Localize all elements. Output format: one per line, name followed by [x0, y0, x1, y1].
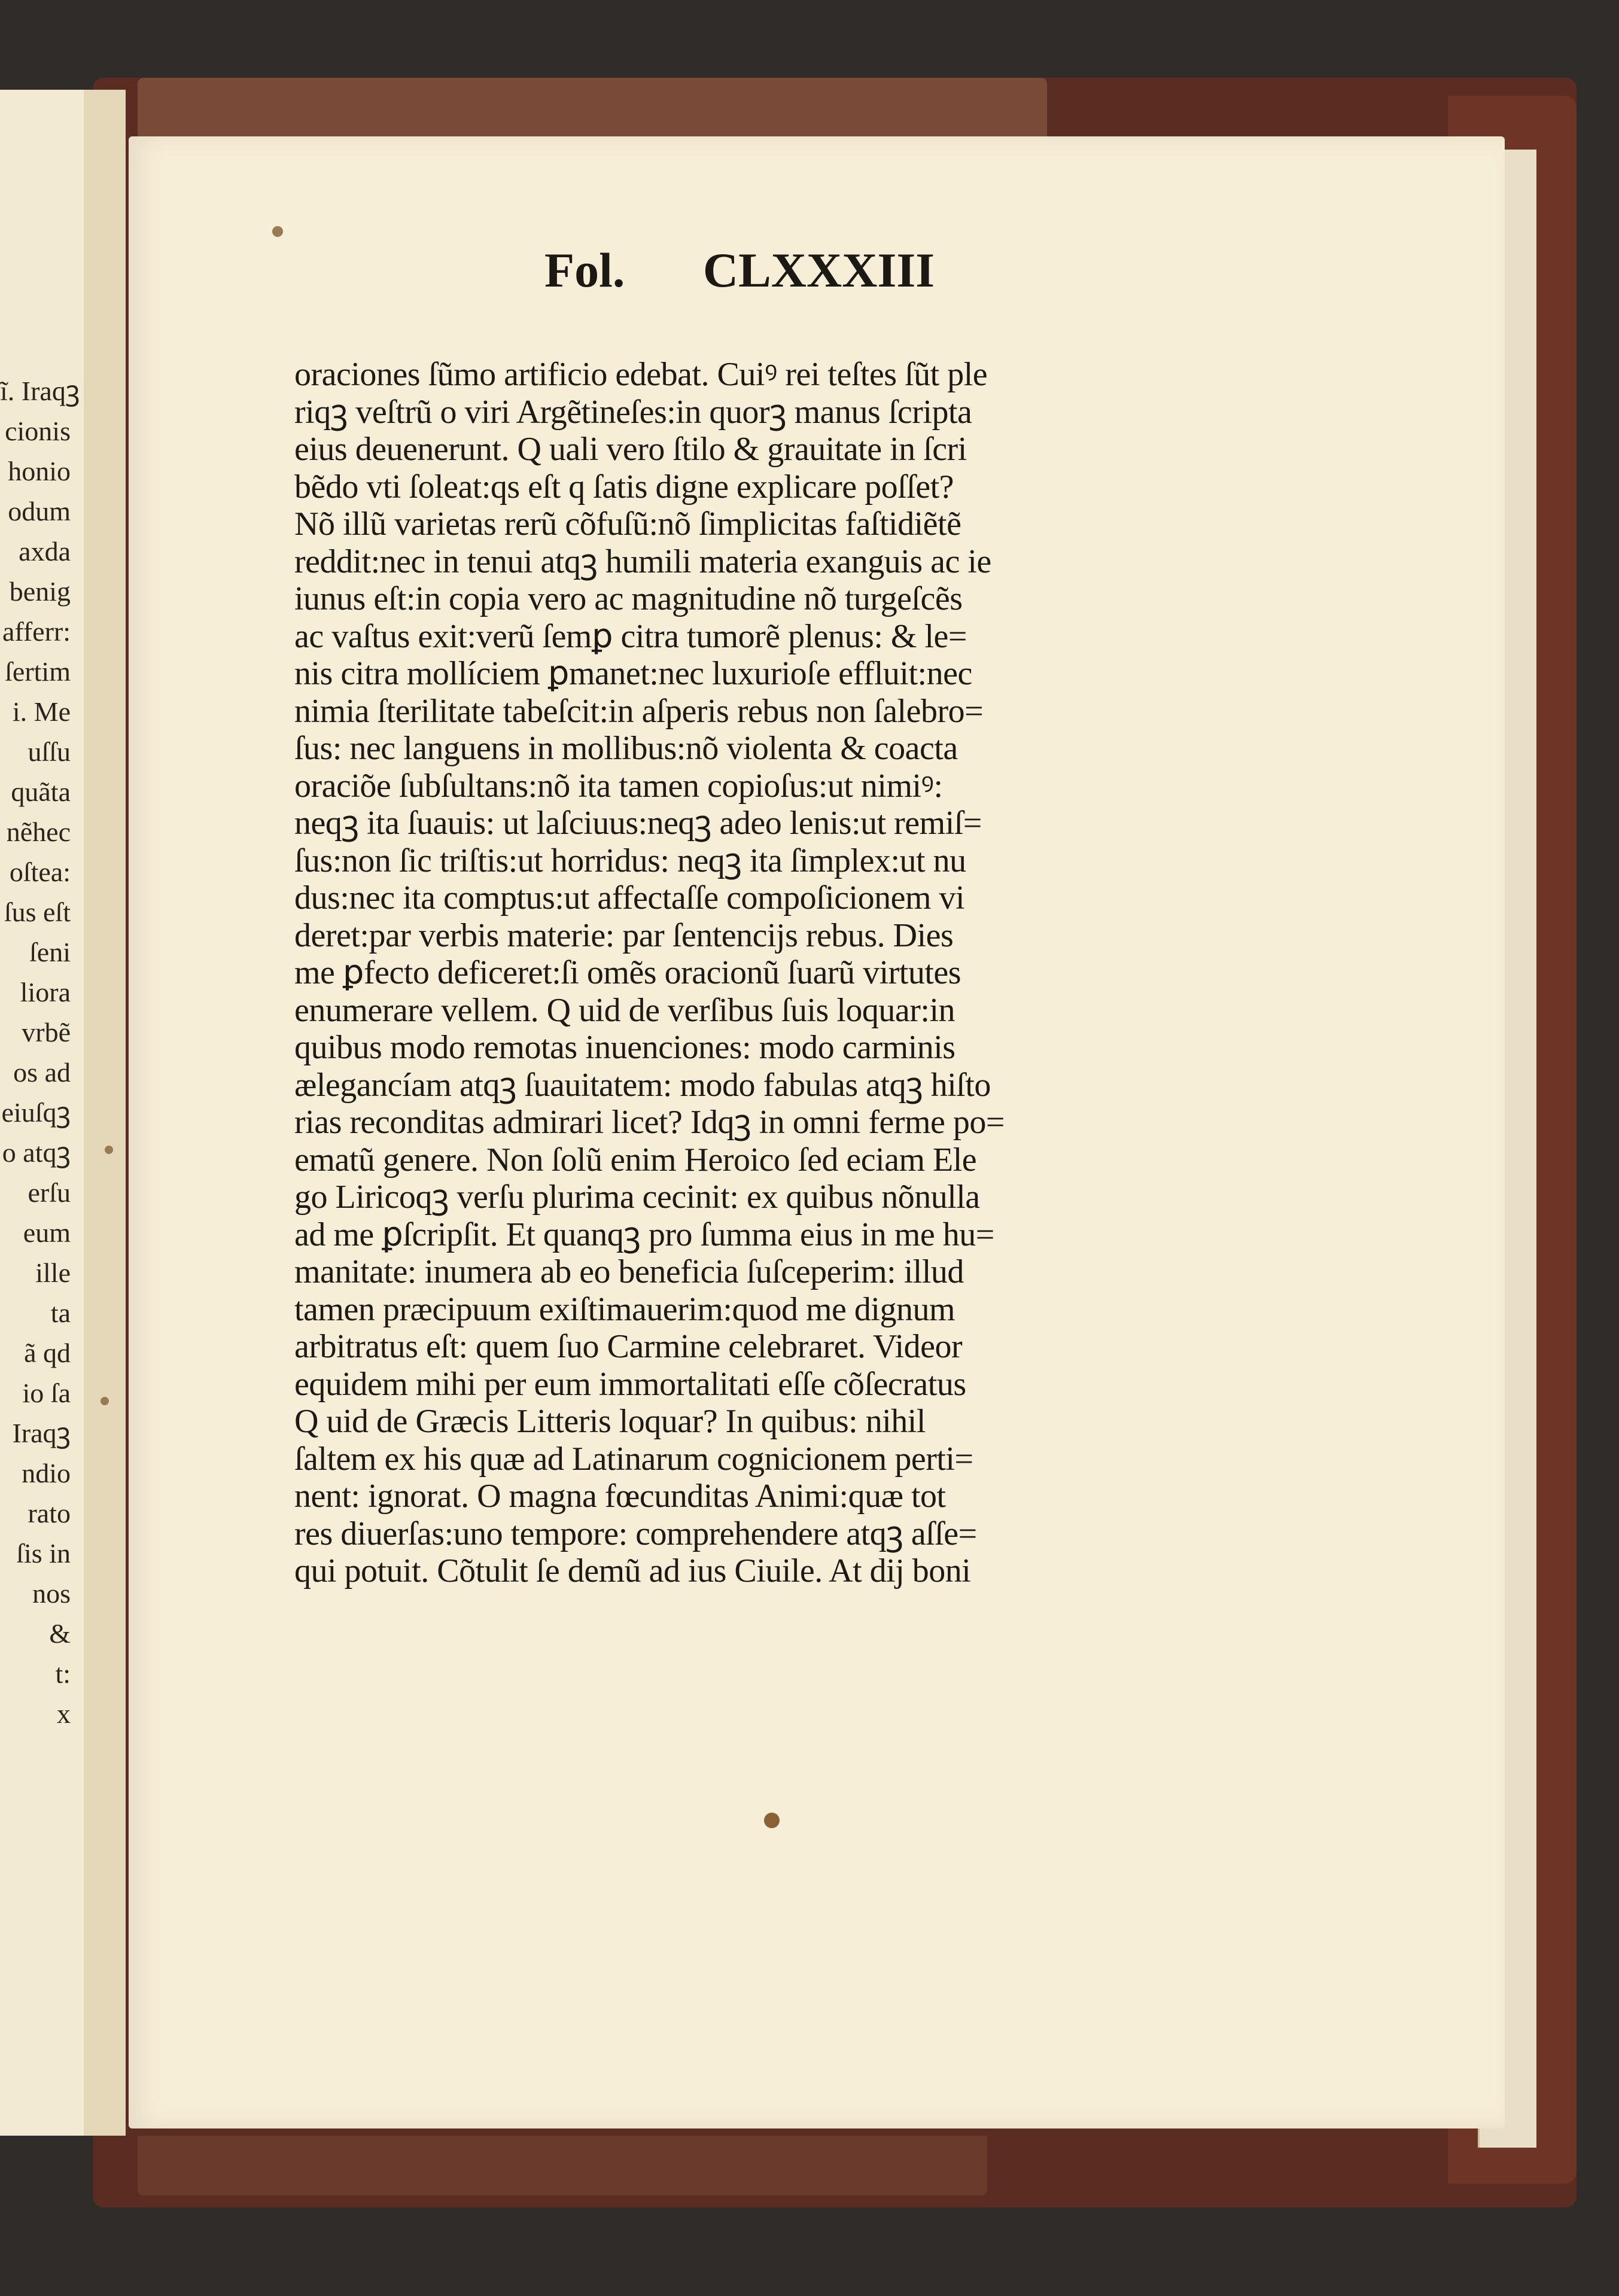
- text-line: ſaltem ex his quæ ad Latinarum cognicionem perti=: [294, 1440, 973, 1478]
- text-line: qui potuit. Cõtulit ſe demũ ad ius Ciuile. At dij boni: [294, 1552, 971, 1589]
- binding-top-wear: [138, 78, 1047, 144]
- folio-header: [544, 242, 951, 308]
- text-line: ac vaſtus exit:verũ ſemꝑ citra tumorẽ plenus: & le=: [294, 617, 967, 655]
- left-page-fragment: quãta: [11, 777, 71, 807]
- text-line: eius deuenerunt. Q uali vero ſtilo & grauitate in ſcri: [294, 431, 967, 468]
- left-page-fragment: x: [57, 1698, 71, 1729]
- text-line: ſus: nec languens in mollibus:nõ violenta & coacta: [294, 730, 958, 767]
- left-page-fragment: ſertim: [5, 656, 71, 687]
- paper-spot: [105, 1146, 113, 1154]
- text-line: rias reconditas admirari licet? Idqꝫ in omni ferme po=: [294, 1104, 1005, 1141]
- text-line: nent: ignorat. O magna fœcunditas Animi:quæ tot: [294, 1478, 946, 1515]
- text-line: dus:nec ita comptus:ut affectaſſe compoſicionem vi: [294, 879, 965, 916]
- paper-spot: [101, 1397, 109, 1405]
- binding-bottom-wear: [138, 2136, 987, 2195]
- left-page-fragment: uſſu: [28, 736, 71, 767]
- left-page-fragment: ſis in: [16, 1538, 71, 1569]
- left-page-fragment: os ad: [13, 1057, 71, 1088]
- text-line: ematũ genere. Non ſolũ enim Heroico ſed eciam Ele: [294, 1141, 977, 1179]
- text-line: go Liricoqꝫ verſu plurima cecinit: ex quibus nõnulla: [294, 1179, 980, 1216]
- text-line: res diuerſas:uno tempore: comprehendere atqꝫ aſſe=: [294, 1515, 977, 1552]
- left-page-fragment: oſtea:: [9, 857, 71, 887]
- text-line: bẽdo vti ſoleat:qs eſt q ſatis digne explicare poſſet?: [294, 468, 954, 506]
- text-line: tamen præcipuum exiſtimauerim:quod me dignum: [294, 1290, 955, 1328]
- text-block: [294, 356, 1156, 1744]
- text-line: ælegancíam atqꝫ ſuauitatem: modo fabulas atqꝫ hiſto: [294, 1066, 991, 1104]
- text-line: nis citra mollíciem ꝑmanet:nec luxurioſe effluit:nec: [294, 655, 972, 692]
- left-page-fragment: honio: [8, 456, 71, 486]
- left-page-fragment: &: [49, 1618, 71, 1649]
- text-line: Q uid de Græcis Litteris loquar? In quibus: nihil: [294, 1403, 926, 1440]
- left-page-fragment: ſus eſt: [4, 897, 71, 927]
- left-page-fragment: liora: [20, 977, 71, 1007]
- text-line: equidem mihi per eum immortalitati eſſe cõſecratus: [294, 1365, 966, 1403]
- left-page-fragment: nẽhec: [6, 817, 71, 847]
- left-page-fragment: ille: [35, 1257, 71, 1288]
- text-line: ad me ꝑſcripſit. Et quanqꝫ pro ſumma eius in me hu=: [294, 1216, 994, 1253]
- left-page-fragment: vrbẽ: [22, 1017, 71, 1047]
- text-line: quibus modo remotas inuenciones: modo carminis: [294, 1029, 955, 1066]
- text-line: me ꝑfecto deficeret:ſi omẽs oracionũ ſuarũ virtutes: [294, 954, 961, 991]
- left-page-fragment: t:: [55, 1658, 71, 1689]
- left-page-fragment: afferr:: [2, 616, 71, 647]
- text-line: deret:par verbis materie: par ſentencijs rebus. Dies: [294, 916, 954, 954]
- left-page-fragment: ã qd: [24, 1338, 71, 1368]
- left-page-fragment: eiuſqꝫ: [1, 1097, 71, 1128]
- left-page-fragment: io ſa: [22, 1378, 71, 1408]
- text-line: Nõ illũ varietas rerũ cõfuſũ:nõ ſimplicitas faſtidiẽtẽ: [294, 506, 961, 543]
- text-line: oraciones ſũmo artificio edebat. Cuiꝰ rei teſtes ſũt ple: [294, 356, 988, 393]
- left-page-fragment: i. Me: [12, 696, 71, 727]
- text-line: enumerare vellem. Q uid de verſibus ſuis loquar:in: [294, 991, 955, 1029]
- paper-spot: [764, 1813, 780, 1828]
- text-line: riqꝫ veſtrũ o viri Argẽtineſes:in quorꝫ manus ſcripta: [294, 393, 972, 431]
- left-page-fragment: o atqꝫ: [2, 1137, 71, 1168]
- folio-number: CLXXXIII: [702, 243, 935, 297]
- left-page-fragment: cionis: [5, 416, 71, 446]
- left-page-fragment: odum: [8, 496, 71, 526]
- folio-label: Fol.: [544, 243, 625, 297]
- text-line: neqꝫ ita ſuauis: ut laſciuus:neqꝫ adeo lenis:ut remiſ=: [294, 805, 982, 842]
- text-line: ſus:non ſic triſtis:ut horridus: neqꝫ ita ſimplex:ut nu: [294, 842, 966, 879]
- left-page-fragment: Iraqꝫ: [12, 1418, 71, 1448]
- text-line: oraciõe ſubſultans:nõ ita tamen copioſus:ut nimiꝰ:: [294, 767, 943, 805]
- text-line: nimia ſterilitate tabeſcit:in aſperis rebus non ſalebro=: [294, 692, 984, 730]
- text-line: reddit:nec in tenui atqꝫ humili materia exanguis ac ie: [294, 543, 991, 580]
- text-line: arbitratus eſt: quem ſuo Carmine celebraret. Videor: [294, 1328, 963, 1365]
- left-page-text: [0, 371, 80, 1837]
- gutter: [84, 90, 126, 2136]
- text-line: manitate: inumera ab eo beneficia ſuſceperim: illud: [294, 1253, 964, 1290]
- left-page-fragment: ta: [50, 1298, 71, 1328]
- left-page-fragment: ſeni: [29, 937, 71, 967]
- left-page-fragment: nos: [32, 1578, 71, 1609]
- left-page-fragment: eum: [23, 1217, 71, 1248]
- left-page-fragment: ĩ. Iraqꝫ: [0, 376, 80, 406]
- left-page-fragment: rato: [28, 1498, 71, 1528]
- left-page-fragment: benig: [9, 576, 71, 607]
- left-page-fragment: erſu: [28, 1177, 71, 1208]
- text-line: iunus eſt:in copia vero ac magnitudine nõ turgeſcẽs: [294, 580, 963, 617]
- left-page-fragment: ndio: [22, 1458, 71, 1488]
- left-page-fragment: axda: [19, 536, 71, 567]
- paper-spot: [272, 226, 283, 237]
